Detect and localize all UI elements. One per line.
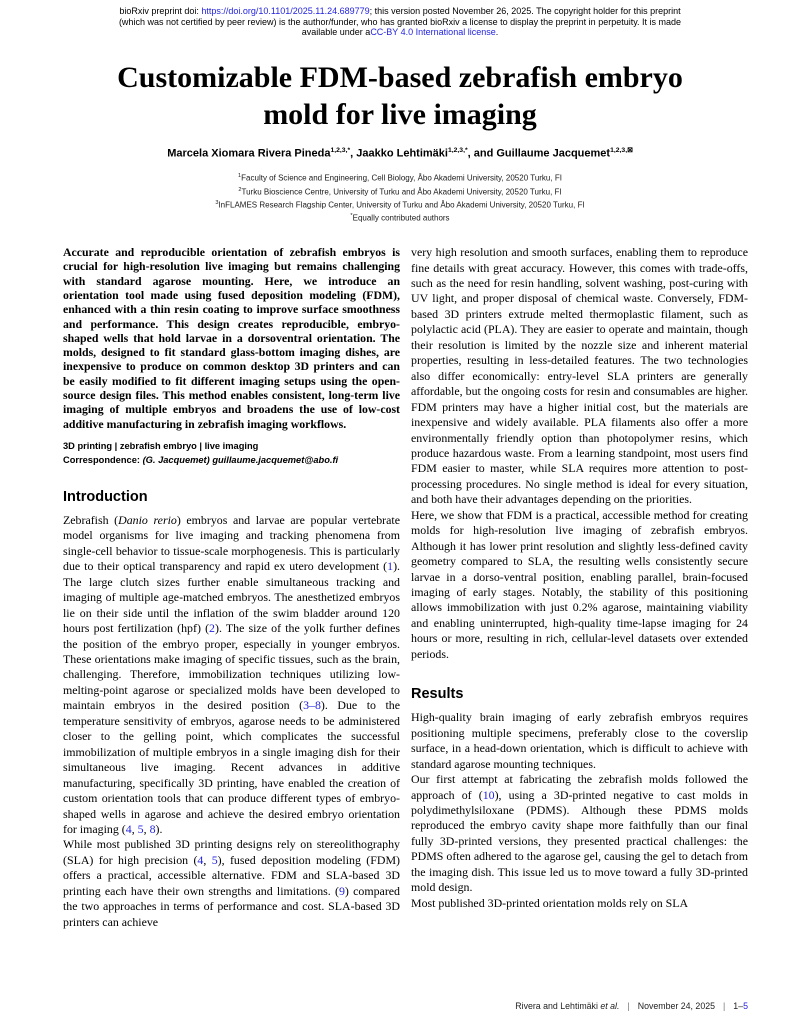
footer-separator-2: | xyxy=(723,1001,726,1011)
banner-line1-suffix: ; this version posted November 26, 2025. The copyright holder for this preprint xyxy=(369,6,681,16)
equal-contribution-note xyxy=(0,211,800,224)
affiliation-2-text: Turku Bioscience Centre, University of Turku and Åbo Akademi University, 20520 Turku, FI xyxy=(241,187,562,197)
ref-link[interactable]: 4 xyxy=(197,852,204,867)
affiliation-1-marker: 1 xyxy=(238,173,242,180)
text-segment: ). The size of the yolk further defines the position of the embryo proper, especially in younger embryos. These orientations make imaging of specific tissues, such as the brain, challenging. Therefore, immobilization techniques utilizing low-melting-point agarose or specialized molds have been developed to maintain embryos in the desired position ( xyxy=(63,621,400,713)
title-line-1: Customizable FDM-based zebrafish embryo xyxy=(117,60,683,94)
text-segment: Zebrafish ( xyxy=(63,512,119,527)
ref-link[interactable]: 4 xyxy=(125,821,132,836)
author-2-affil-marks: 1,2,3,* xyxy=(447,146,468,154)
text-segment: , xyxy=(203,852,212,867)
text-segment: , xyxy=(143,821,150,836)
text-segment: ), fused deposition modeling (FDM) offers a practical, accessible alternative. FDM and SLA-based 3D printing each have their own strengths and limitations. ( xyxy=(63,852,400,898)
ref-link[interactable]: 2 xyxy=(209,621,215,636)
title-line-2: mold for live imaging xyxy=(263,97,537,131)
abstract-paragraph: Accurate and reproducible orientation of zebrafish embryos is crucial for high-resolution live imaging but remains challenging with standard agarose mounting. Here, we introduce an orientation tool made using fused deposition modeling (FDM), enhanced with a thin resin coating to improve surface smoothness and performance. This design creates reproducible, embryo-shaped wells that hold larvae in a dorsoventral orientation. The molds, designed to fit standard glass-bottom imaging dishes, are inexpensive to produce on common desktop 3D printers and can be easily modified to fit different imaging setups using the open-source design files. This method enables consistent, long-term live imaging of multiple embryos and broadens the use of low-cost additive manufacturing in zebrafish imaging workflows. xyxy=(63,245,400,431)
correspondence-line xyxy=(63,455,400,465)
footer-last-page-link[interactable]: 5 xyxy=(743,1001,748,1011)
ref-link[interactable]: 9 xyxy=(338,883,345,898)
left-column xyxy=(63,245,400,930)
equal-note-marker: * xyxy=(350,212,353,219)
text-segment: ) embryos and larvae are popular vertebrate model organisms for live imaging and tracking phenomena from single-cell behavior to tissue-scale morphogenesis. This is particularly due to their optical transparency and rapid ex utero development ( xyxy=(63,512,400,574)
author-3-affil-marks: 1,2,3,⊠ xyxy=(610,146,633,154)
page-footer xyxy=(515,1001,748,1011)
ref-link[interactable]: 5 xyxy=(137,821,144,836)
ref-link[interactable]: 3–8 xyxy=(303,698,321,713)
results-paragraph-3: Most published 3D-printed orientation molds rely on SLA xyxy=(411,895,689,910)
two-column-body xyxy=(63,245,748,930)
keywords-line: 3D printing | zebrafish embryo | live imaging xyxy=(63,440,259,451)
ref-link[interactable]: 5 xyxy=(211,852,218,867)
author-1-name: Marcela Xiomara Rivera Pineda xyxy=(167,147,331,160)
footer-authors: Rivera and Lehtimäki xyxy=(515,1001,601,1011)
results-heading: Results xyxy=(411,686,464,703)
affiliation-3-text: InFLAMES Research Flagship Center, University of Turku and Åbo Akademi University, 20520 Turku, FI xyxy=(218,200,585,210)
footer-date: November 24, 2025 xyxy=(637,1001,715,1011)
ref-link[interactable]: 8 xyxy=(149,821,156,836)
text-segment: Danio rerio xyxy=(118,512,177,527)
text-segment: , xyxy=(131,821,138,836)
banner-line-1 xyxy=(0,6,800,17)
ref-link[interactable]: 10 xyxy=(482,787,495,802)
ref-link[interactable]: 1 xyxy=(387,559,394,574)
equal-note-text: Equally contributed authors xyxy=(352,213,450,223)
license-link[interactable]: CC-BY 4.0 International license xyxy=(370,27,496,38)
results-paragraph-2 xyxy=(411,772,748,896)
intro-paragraph-2-right: very high resolution and smooth surfaces, enabling them to reproduce fine details with great accuracy. However, this comes with trade-offs, such as the need for resin handling, solvent washing, post-curing with UV light, and proper disposal of chemical waste. Conversely, FDM-based 3D printers extrude melted thermoplastic filament, such as polylactic acid (PLA). They are easier to operate and maintain, though their resolution is limited by the nozzle size and inherent material properties, resulting in less-detailed features. The two technologies also differ economically: entry-level SLA printers are generally affordable, but the ongoing costs for resin and consumables are higher. FDM printers may have a higher initial cost, but the materials are inexpensive and widely available. PLA filaments also offer a more environmentally friendly option than photopolymer resins, which produce hazardous waste. From a learning standpoint, most users find FDM easier to master, while SLA requires more attention to post-processing procedures. No single method is ideal for every situation, and both have their advantages depending on the priorities. xyxy=(411,245,748,507)
text-segment: ). Due to the temperature sensitivity of embryos, agarose needs to be administered closer to the gelling point, which complicates the successful immobilization of multiple embryos in a single imaging dish for their simultaneous live imaging. Recent advances in additive manufacturing, specifically 3D printing, have enabled the creation of custom orientation tools that can produce different types of embryo-shaped wells in agarose and achieve the desired embryo orientation for imaging ( xyxy=(63,698,400,836)
affiliation-3 xyxy=(0,198,800,211)
correspondence-label: Correspondence: xyxy=(63,454,140,465)
banner-line-3 xyxy=(0,27,800,38)
affiliation-1-text: Faculty of Science and Engineering, Cell Biology, Åbo Akademi University, 20520 Turku, FI xyxy=(241,174,562,184)
intro-paragraph-2-left xyxy=(63,837,400,930)
intro-paragraph-1 xyxy=(63,513,400,838)
author-2-name: Jaakko Lehtimäki xyxy=(356,147,448,160)
text-segment: While most published 3D printing designs rely on stereolithography (SLA) for high precision ( xyxy=(63,837,400,867)
text-segment: ) compared the two approaches in terms of performance and cost. SLA-based 3D printers can achieve xyxy=(63,883,400,929)
affiliation-2 xyxy=(0,185,800,198)
banner-line-2: (which was not certified by peer review) is the author/funder, who has granted bioRxiv a license to display the preprint in perpetuity. It is made xyxy=(118,16,682,27)
footer-etal: et al. xyxy=(600,1001,620,1011)
biorxiv-banner xyxy=(0,0,800,38)
intro-paragraph-3: Here, we show that FDM is a practical, accessible method for creating molds for high-resolution live imaging of zebrafish embryos. Although it has lower print resolution and slightly less-defined cavity geometry compared to SLA, the resulting wells consistently secure larvae in a dorso-ventral position, enabling parallel, brain-focused imaging of early stages. Notably, the stability of this positioning allows immobilization with just 0.2% agarose, maintaining viability and enabling uninterrupted, high-quality time-lapse imaging for 24 hours or more, resulting in rich, cellular-level datasets over extended periods. xyxy=(411,507,748,661)
text-segment: ). xyxy=(155,821,163,836)
banner-line3-suffix: . xyxy=(495,27,499,38)
text-segment: Our first attempt at fabricating the zebrafish molds followed the approach of ( xyxy=(411,772,748,802)
results-paragraph-1: High-quality brain imaging of early zebrafish embryos requires positioning multiple specimens, preferably close to the coverslip surface, in a head-down orientation, which is difficult to achieve with standard agarose mounting techniques. xyxy=(411,710,748,771)
correspondence-email: (G. Jacquemet) guillaume.jacquemet@abo.fi xyxy=(142,454,339,465)
footer-page-range: 1– xyxy=(733,1001,744,1011)
doi-link[interactable]: https://doi.org/10.1101/2025.11.24.689779 xyxy=(201,6,370,16)
text-segment: ), using a 3D-printed negative to cast molds in polydimethylsiloxane (PDMS). Although these PDMS molds reproduced the embryo cavity shape more faithfully than our final fully 3D-printed versions, they presented practical challenges: the PDMS often adhered to the agarose gel, causing the gel to detach from the imaging dish. This issue led us to move toward a fully 3D-printed mold design. xyxy=(411,787,749,895)
author-sep-2: , and xyxy=(467,147,497,160)
affiliation-3-marker: 3 xyxy=(215,199,219,206)
affiliation-2-marker: 2 xyxy=(238,186,242,193)
author-sep-1: , xyxy=(350,147,357,160)
page-title xyxy=(0,59,800,133)
banner-line1-prefix: bioRxiv preprint doi: xyxy=(119,6,202,16)
footer-separator-1: | xyxy=(627,1001,630,1011)
author-3-name: Guillaume Jacquemet xyxy=(496,147,611,160)
author-line xyxy=(0,146,800,160)
banner-line3-prefix: available under a xyxy=(301,27,371,38)
introduction-heading: Introduction xyxy=(63,488,148,505)
affiliations-block xyxy=(0,171,800,224)
affiliation-1 xyxy=(0,171,800,184)
right-column xyxy=(411,245,748,930)
author-1-affil-marks: 1,2,3,* xyxy=(330,146,351,154)
text-segment: ). The large clutch sizes further enable simultaneous tracking and imaging of multiple age-matched embryos. The anesthetized embryos lie on their side until the inflation of the swim bladder around 120 hours post fertilization (hpf) ( xyxy=(63,559,400,636)
